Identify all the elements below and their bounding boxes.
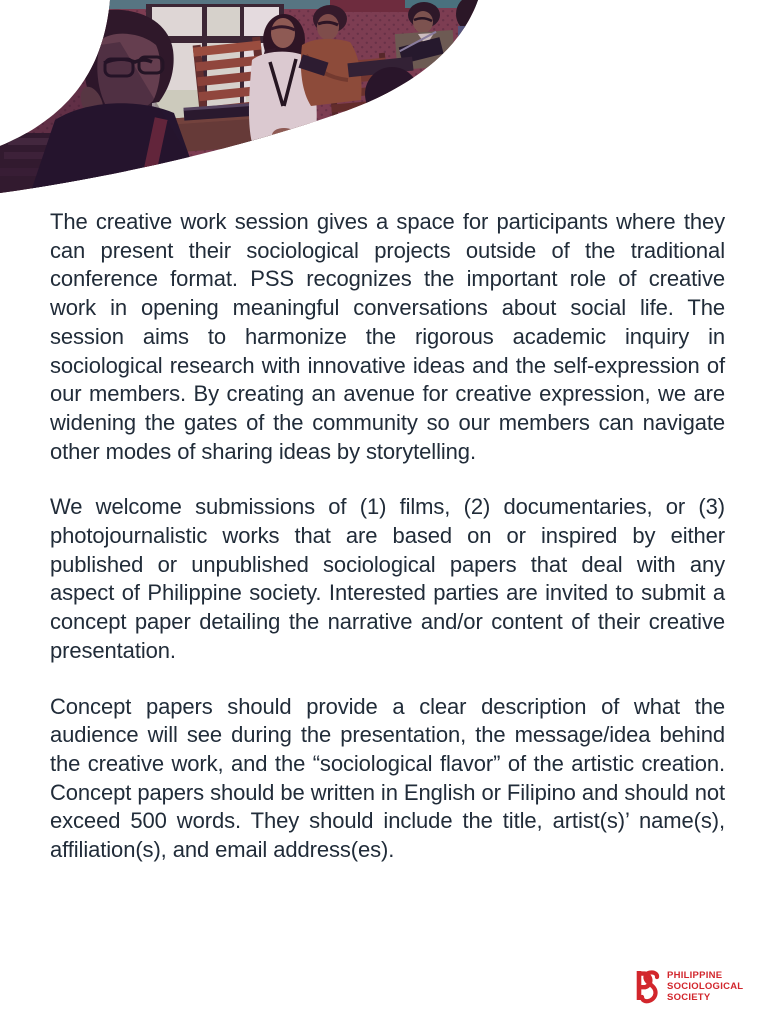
logo-line-philippine: PHILIPPINE [667,970,723,981]
logo-line-society: SOCIETY [667,991,711,1003]
paragraph-session-description: The creative work session gives a space for participants where they can present their sociological projects outside of the traditional conference format. PSS recognizes the important role of creative work in opening meaningful conversations about social life. The session aims to harmonize the rigorous academic inquiry in sociological research with innovative ideas and the self-expression of our members. By creating an avenue for creative expression, we are widening the gates of the community so our members can navigate other modes of sharing ideas by storytelling. [50,209,725,464]
pss-logo-wordmark [667,969,743,1003]
pss-logo [635,969,743,1007]
logo-line-sociological: SOCIOLOGICAL [667,980,744,992]
body-copy [50,208,725,892]
paragraph-submission-types: We welcome submissions of (1) films, (2) documentaries, or (3) photojournalistic works that are based on or inspired by either published or unpublished sociological papers that deal with any aspect of Philippine society. Interested parties are invited to submit a concept paper detailing the narrative and/or content of their creative presentation. [50,494,725,663]
hero-photo [0,0,490,200]
paragraph-concept-paper-guidelines: Concept papers should provide a clear description of what the audience will see during the presentation, the message/idea behind the creative work, and the “sociological flavor” of the artistic creation. Concept papers should be written in English or Filipino and should not exceed 500 words. They should include the title, artist(s)’ name(s), affiliation(s), and email address(es). [50,693,725,863]
photo-tint-overlay [0,0,490,200]
pss-monogram-icon [635,969,661,1007]
